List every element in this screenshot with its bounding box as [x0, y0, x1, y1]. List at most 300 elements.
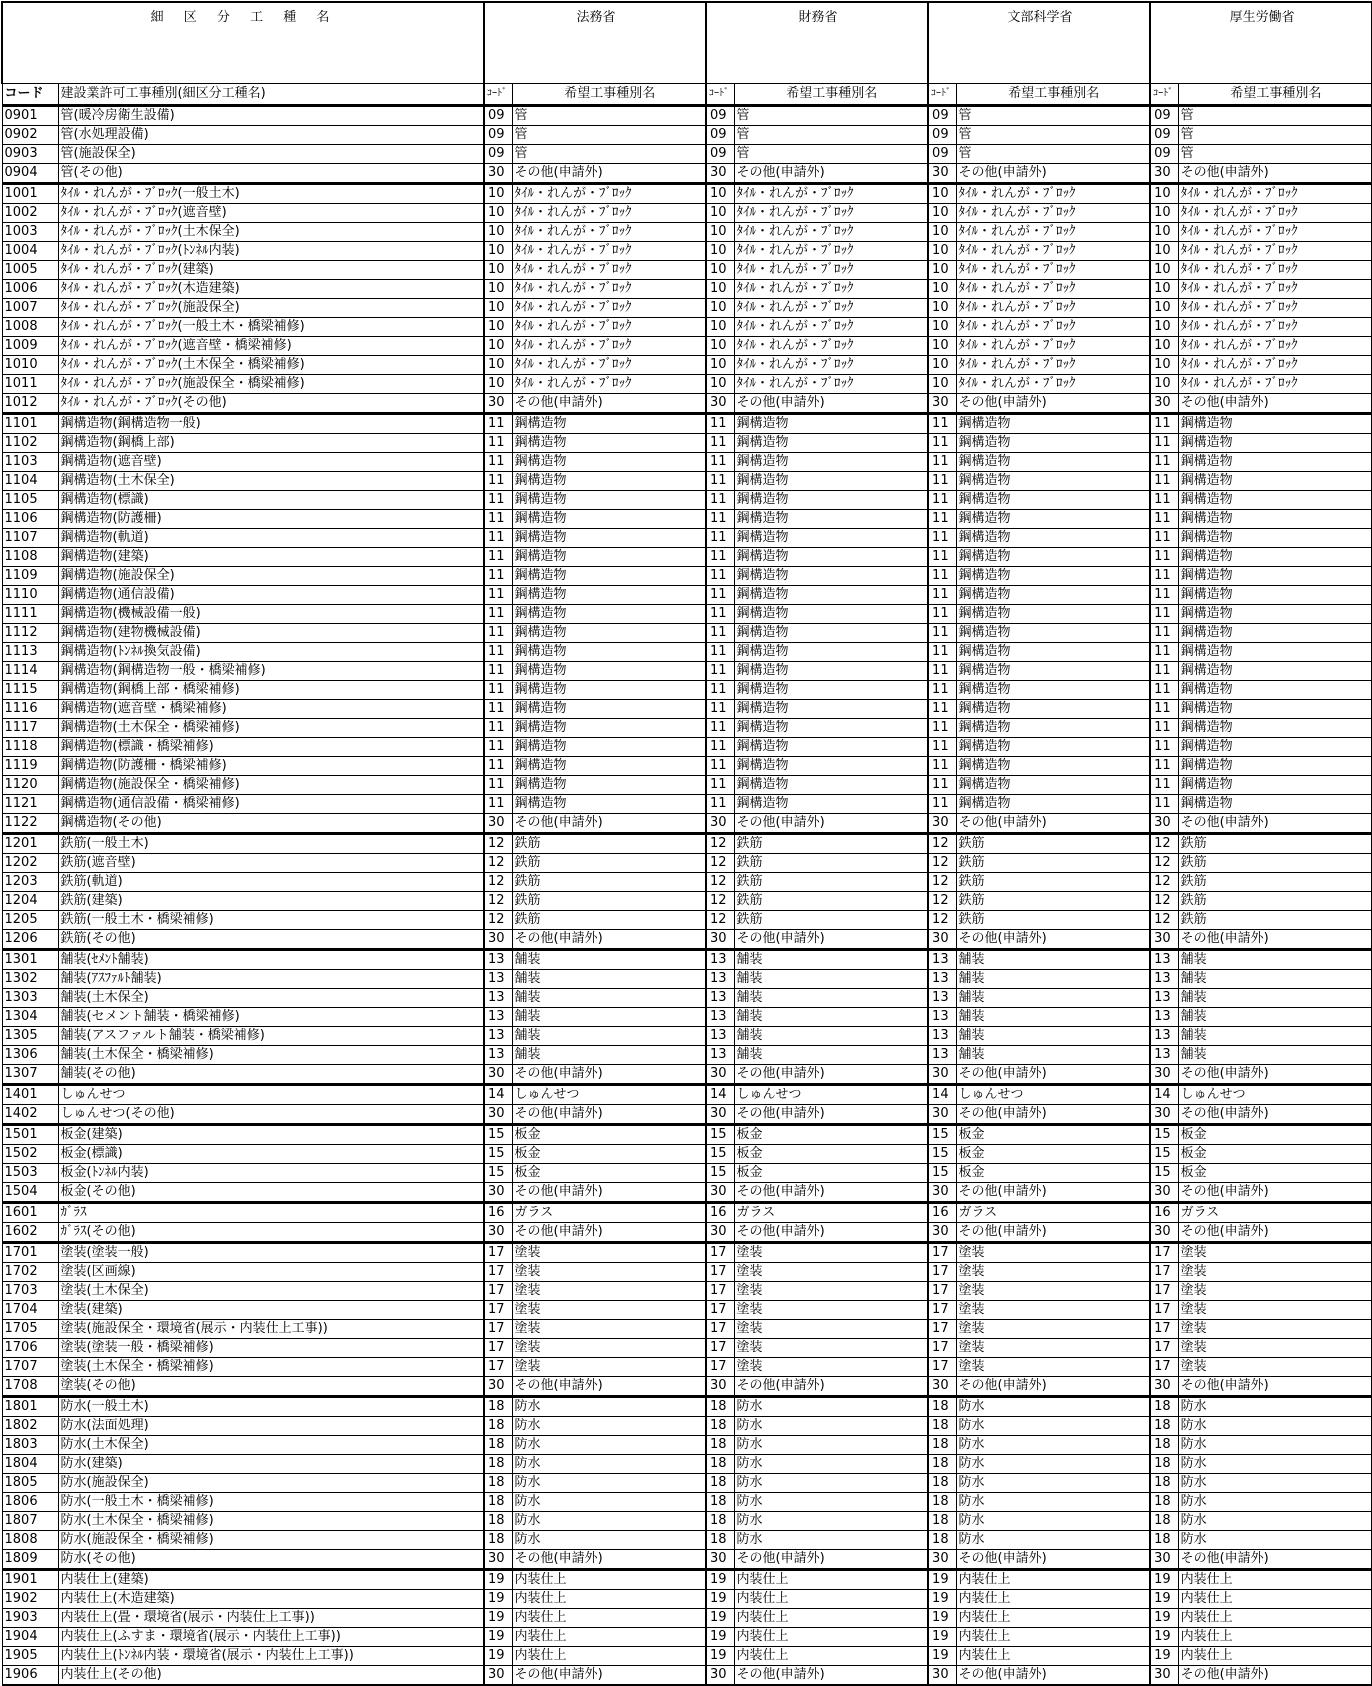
wish-code: 15 — [1150, 1125, 1178, 1145]
row-name: ｶﾞﾗｽ — [58, 1203, 484, 1223]
wish-name: 鋼構造物 — [512, 510, 706, 529]
wish-code: 17 — [928, 1320, 956, 1339]
wish-code: 10 — [484, 375, 512, 394]
wish-name: 防水 — [956, 1493, 1150, 1512]
wish-name: 鉄筋 — [1178, 911, 1372, 930]
wish-code: 17 — [484, 1358, 512, 1377]
row-code: 1503 — [2, 1164, 58, 1183]
wish-code: 11 — [484, 795, 512, 814]
wish-code: 13 — [928, 1027, 956, 1046]
wish-code: 11 — [928, 757, 956, 776]
wish-name: その他(申請外) — [734, 1223, 928, 1243]
row-name: ﾀｲﾙ・れんが・ﾌﾞﾛｯｸ(一般土木・橋梁補修) — [58, 318, 484, 337]
table-row — [2, 1125, 1372, 1145]
wish-code: 15 — [484, 1125, 512, 1145]
table-row — [2, 318, 1372, 337]
wish-code: 09 — [484, 106, 512, 126]
wish-code: 10 — [706, 375, 734, 394]
wish-name: ﾀｲﾙ・れんが・ﾌﾞﾛｯｸ — [512, 280, 706, 299]
row-code: 1502 — [2, 1145, 58, 1164]
wish-name: ﾀｲﾙ・れんが・ﾌﾞﾛｯｸ — [956, 242, 1150, 261]
wish-code: 17 — [706, 1339, 734, 1358]
wish-code: 17 — [1150, 1358, 1178, 1377]
wish-name: 管 — [956, 126, 1150, 145]
wish-name: 防水 — [512, 1531, 706, 1550]
table-row — [2, 814, 1372, 834]
wish-name: 塗装 — [734, 1243, 928, 1263]
wish-name: その他(申請外) — [956, 1223, 1150, 1243]
wish-name: 舗装 — [956, 1027, 1150, 1046]
wish-name: 鋼構造物 — [512, 491, 706, 510]
row-code: 1107 — [2, 529, 58, 548]
wish-code: 30 — [706, 394, 734, 414]
table-row — [2, 1493, 1372, 1512]
row-code: 1803 — [2, 1436, 58, 1455]
wish-code: 18 — [1150, 1512, 1178, 1531]
wish-code: 19 — [706, 1647, 734, 1666]
table-row — [2, 394, 1372, 414]
wish-code: 15 — [706, 1125, 734, 1145]
wish-name: 鋼構造物 — [1178, 738, 1372, 757]
wish-code: 12 — [706, 834, 734, 854]
table-row — [2, 1474, 1372, 1493]
wish-code: 13 — [484, 1008, 512, 1027]
wish-name: ガラス — [512, 1203, 706, 1223]
wish-code: 12 — [928, 873, 956, 892]
row-name: 鋼構造物(標識) — [58, 491, 484, 510]
row-code: 1007 — [2, 299, 58, 318]
wish-name: 鉄筋 — [512, 873, 706, 892]
wish-name: 鉄筋 — [956, 854, 1150, 873]
wish-code: 30 — [484, 394, 512, 414]
wish-name: 防水 — [1178, 1512, 1372, 1531]
ministry-header-health: 厚生労働省 — [1150, 2, 1372, 84]
table-title: 細 区 分 工 種 名 — [2, 2, 484, 84]
wish-name: 塗装 — [512, 1243, 706, 1263]
wish-code: 16 — [484, 1203, 512, 1223]
row-name: 防水(施設保全) — [58, 1474, 484, 1493]
wish-code: 11 — [706, 700, 734, 719]
wish-name: 鋼構造物 — [734, 414, 928, 434]
wish-code: 16 — [928, 1203, 956, 1223]
wish-code: 09 — [1150, 106, 1178, 126]
table-row — [2, 1027, 1372, 1046]
row-code: 1012 — [2, 394, 58, 414]
wish-name: ﾀｲﾙ・れんが・ﾌﾞﾛｯｸ — [1178, 223, 1372, 242]
wish-code: 11 — [928, 529, 956, 548]
wish-name: 防水 — [956, 1474, 1150, 1493]
table-row — [2, 1590, 1372, 1609]
row-code: 1008 — [2, 318, 58, 337]
wish-name: その他(申請外) — [734, 394, 928, 414]
wish-code: 12 — [928, 911, 956, 930]
wish-name: その他(申請外) — [1178, 1377, 1372, 1397]
wish-name: ﾀｲﾙ・れんが・ﾌﾞﾛｯｸ — [734, 261, 928, 280]
wish-code: 18 — [928, 1474, 956, 1493]
table-row — [2, 548, 1372, 567]
wish-name: 鋼構造物 — [1178, 472, 1372, 491]
wish-code: 15 — [706, 1164, 734, 1183]
wish-code: 11 — [484, 738, 512, 757]
wish-name: 舗装 — [734, 989, 928, 1008]
row-code: 1117 — [2, 719, 58, 738]
wish-code: 11 — [1150, 510, 1178, 529]
row-name: 塗装(塗装一般・橋梁補修) — [58, 1339, 484, 1358]
wish-code: 30 — [928, 1065, 956, 1085]
wish-code: 11 — [928, 795, 956, 814]
wish-name: 鋼構造物 — [734, 719, 928, 738]
row-code: 1115 — [2, 681, 58, 700]
wish-code: 11 — [706, 491, 734, 510]
wish-code: 30 — [706, 164, 734, 184]
wish-name: その他(申請外) — [512, 1183, 706, 1203]
row-code: 1306 — [2, 1046, 58, 1065]
wish-code: 18 — [484, 1455, 512, 1474]
row-code: 1116 — [2, 700, 58, 719]
row-code: 1704 — [2, 1301, 58, 1320]
wish-code: 17 — [1150, 1320, 1178, 1339]
wish-name: 塗装 — [734, 1339, 928, 1358]
wish-code: 11 — [484, 414, 512, 434]
row-code: 1804 — [2, 1455, 58, 1474]
wish-code: 11 — [1150, 434, 1178, 453]
wish-code: 19 — [706, 1628, 734, 1647]
wish-name: 鋼構造物 — [956, 414, 1150, 434]
wish-name: 内装仕上 — [734, 1590, 928, 1609]
table-row — [2, 681, 1372, 700]
wish-name: 鋼構造物 — [956, 567, 1150, 586]
wish-name: 鋼構造物 — [512, 472, 706, 491]
wish-name: 塗装 — [956, 1358, 1150, 1377]
row-name: 鉄筋(一般土木・橋梁補修) — [58, 911, 484, 930]
wish-code: 11 — [484, 491, 512, 510]
wish-name: 塗装 — [512, 1263, 706, 1282]
row-name: 塗装(施設保全・環境省(展示・内装仕上工事)) — [58, 1320, 484, 1339]
wish-name: ﾀｲﾙ・れんが・ﾌﾞﾛｯｸ — [512, 337, 706, 356]
wish-code: 18 — [928, 1531, 956, 1550]
wish-code: 30 — [928, 394, 956, 414]
wish-name: 管 — [956, 106, 1150, 126]
wish-code: 12 — [706, 911, 734, 930]
wish-code: 30 — [928, 164, 956, 184]
wish-name: ﾀｲﾙ・れんが・ﾌﾞﾛｯｸ — [734, 375, 928, 394]
wish-name: 内装仕上 — [1178, 1570, 1372, 1590]
wish-code: 10 — [484, 280, 512, 299]
wish-name: ﾀｲﾙ・れんが・ﾌﾞﾛｯｸ — [956, 356, 1150, 375]
row-code: 1119 — [2, 757, 58, 776]
code-column-header: コード — [2, 84, 58, 106]
wish-code: 13 — [484, 1027, 512, 1046]
wish-code: 09 — [928, 145, 956, 164]
wish-code: 11 — [928, 643, 956, 662]
wish-name: ﾀｲﾙ・れんが・ﾌﾞﾛｯｸ — [512, 242, 706, 261]
wish-name: 鋼構造物 — [956, 719, 1150, 738]
table-row — [2, 126, 1372, 145]
wish-code: 15 — [928, 1125, 956, 1145]
table-row — [2, 989, 1372, 1008]
wish-name: 塗装 — [956, 1320, 1150, 1339]
classification-table — [1, 1, 1372, 1686]
wish-name: 塗装 — [734, 1263, 928, 1282]
table-row — [2, 795, 1372, 814]
row-name: 内装仕上(ふすま・環境省(展示・内装仕上工事)) — [58, 1628, 484, 1647]
wish-code: 11 — [1150, 567, 1178, 586]
wish-name: その他(申請外) — [956, 1065, 1150, 1085]
wish-name: ﾀｲﾙ・れんが・ﾌﾞﾛｯｸ — [512, 223, 706, 242]
table-row — [2, 1320, 1372, 1339]
wish-code: 18 — [706, 1397, 734, 1417]
table-row — [2, 1243, 1372, 1263]
wish-code: 12 — [484, 911, 512, 930]
wish-code: 11 — [706, 776, 734, 795]
wish-code: 30 — [706, 1183, 734, 1203]
wish-code: 11 — [1150, 548, 1178, 567]
wish-name: その他(申請外) — [512, 1666, 706, 1686]
wish-name: 鉄筋 — [1178, 873, 1372, 892]
wish-name: 管 — [512, 106, 706, 126]
wish-code: 10 — [928, 337, 956, 356]
wish-code: 11 — [484, 605, 512, 624]
wish-code: 10 — [1150, 184, 1178, 204]
table-row — [2, 1339, 1372, 1358]
ministry-header-justice: 法務省 — [484, 2, 706, 84]
wish-name: 防水 — [512, 1417, 706, 1436]
wish-code: 13 — [928, 950, 956, 970]
wish-code: 18 — [484, 1493, 512, 1512]
wish-name: ﾀｲﾙ・れんが・ﾌﾞﾛｯｸ — [512, 184, 706, 204]
wish-name: 鋼構造物 — [512, 414, 706, 434]
table-row — [2, 738, 1372, 757]
wish-code: 12 — [928, 834, 956, 854]
row-code: 1904 — [2, 1628, 58, 1647]
wish-name: ガラス — [956, 1203, 1150, 1223]
table-row — [2, 873, 1372, 892]
row-code: 1113 — [2, 643, 58, 662]
wish-name: 管 — [1178, 145, 1372, 164]
wish-name: 鋼構造物 — [512, 434, 706, 453]
table-row — [2, 1046, 1372, 1065]
wish-code: 19 — [928, 1647, 956, 1666]
wish-name: 防水 — [956, 1531, 1150, 1550]
row-name: 鋼構造物(鋼構造物一般) — [58, 414, 484, 434]
table-row — [2, 184, 1372, 204]
wish-code: 17 — [1150, 1301, 1178, 1320]
wish-name: 鋼構造物 — [956, 700, 1150, 719]
wish-code: 30 — [484, 814, 512, 834]
ministry-header-finance: 財務省 — [706, 2, 928, 84]
wish-code: 12 — [1150, 911, 1178, 930]
wish-name: 鋼構造物 — [734, 643, 928, 662]
wish-name: 塗装 — [956, 1243, 1150, 1263]
wish-code: 10 — [928, 184, 956, 204]
wish-name: 内装仕上 — [512, 1570, 706, 1590]
wish-code: 10 — [706, 223, 734, 242]
wish-code: 30 — [928, 814, 956, 834]
wish-name: その他(申請外) — [1178, 814, 1372, 834]
wish-name: 鋼構造物 — [734, 529, 928, 548]
wish-name: 板金 — [1178, 1164, 1372, 1183]
wish-name: 鋼構造物 — [956, 643, 1150, 662]
wish-code: 11 — [706, 472, 734, 491]
wish-name: 防水 — [512, 1512, 706, 1531]
wish-code: 10 — [706, 184, 734, 204]
wish-name: 鋼構造物 — [1178, 605, 1372, 624]
table-row — [2, 1145, 1372, 1164]
wish-name: 防水 — [956, 1436, 1150, 1455]
wish-code: 10 — [484, 318, 512, 337]
wish-name: 鋼構造物 — [1178, 776, 1372, 795]
wish-code: 11 — [706, 453, 734, 472]
wish-name: 鉄筋 — [512, 854, 706, 873]
wish-code: 30 — [1150, 814, 1178, 834]
wish-name: 防水 — [734, 1417, 928, 1436]
row-name: 鋼構造物(ﾄﾝﾈﾙ換気設備) — [58, 643, 484, 662]
table-row — [2, 299, 1372, 318]
wish-code: 13 — [706, 1027, 734, 1046]
row-name: しゅんせつ — [58, 1085, 484, 1105]
table-row — [2, 1263, 1372, 1282]
wish-code: 16 — [706, 1203, 734, 1223]
row-name: 鉄筋(一般土木) — [58, 834, 484, 854]
wish-name: 内装仕上 — [956, 1590, 1150, 1609]
wish-name: 板金 — [1178, 1125, 1372, 1145]
row-name: 管(水処理設備) — [58, 126, 484, 145]
wish-name: その他(申請外) — [734, 1183, 928, 1203]
wish-code: 12 — [706, 854, 734, 873]
row-code: 1204 — [2, 892, 58, 911]
wish-name: 塗装 — [1178, 1320, 1372, 1339]
row-name: 鋼構造物(施設保全・橋梁補修) — [58, 776, 484, 795]
wish-name: 防水 — [1178, 1417, 1372, 1436]
wish-name: その他(申請外) — [956, 1550, 1150, 1570]
row-name: 鋼構造物(防護柵・橋梁補修) — [58, 757, 484, 776]
wish-name: しゅんせつ — [734, 1085, 928, 1105]
table-row — [2, 1531, 1372, 1550]
wish-code: 18 — [706, 1512, 734, 1531]
wish-code: 14 — [706, 1085, 734, 1105]
wish-code: 11 — [1150, 681, 1178, 700]
wish-name: その他(申請外) — [1178, 1223, 1372, 1243]
wish-code: 30 — [706, 1550, 734, 1570]
row-code: 1501 — [2, 1125, 58, 1145]
name-column-header: 建設業許可工事種別(細区分工種名) — [58, 84, 484, 106]
wish-name: 舗装 — [1178, 1046, 1372, 1065]
row-name: ﾀｲﾙ・れんが・ﾌﾞﾛｯｸ(土木保全) — [58, 223, 484, 242]
table-row — [2, 356, 1372, 375]
wish-name: 防水 — [1178, 1493, 1372, 1512]
wish-code: 13 — [484, 950, 512, 970]
wish-code: 30 — [484, 1550, 512, 1570]
table-row — [2, 1377, 1372, 1397]
wish-name: 管 — [734, 126, 928, 145]
wish-code: 30 — [1150, 1105, 1178, 1125]
row-name: 鋼構造物(機械設備一般) — [58, 605, 484, 624]
wish-code: 11 — [484, 662, 512, 681]
wish-code: 10 — [706, 299, 734, 318]
wish-code: 11 — [706, 738, 734, 757]
wish-name: 鋼構造物 — [1178, 529, 1372, 548]
wish-name: 鉄筋 — [956, 834, 1150, 854]
wish-code: 18 — [706, 1474, 734, 1493]
row-name: 鉄筋(軌道) — [58, 873, 484, 892]
wish-code: 10 — [1150, 356, 1178, 375]
wish-code: 30 — [484, 164, 512, 184]
row-name: 鋼構造物(鋼橋上部) — [58, 434, 484, 453]
wish-code: 19 — [706, 1590, 734, 1609]
table-row — [2, 757, 1372, 776]
wish-code: 13 — [1150, 970, 1178, 989]
row-name: 板金(建築) — [58, 1125, 484, 1145]
wish-code: 13 — [1150, 950, 1178, 970]
wish-code: 11 — [484, 624, 512, 643]
wish-name: 防水 — [1178, 1455, 1372, 1474]
wish-code: 11 — [484, 548, 512, 567]
wish-code: 11 — [706, 548, 734, 567]
wish-code: 10 — [706, 204, 734, 223]
wish-code: 19 — [1150, 1647, 1178, 1666]
wish-name: ﾀｲﾙ・れんが・ﾌﾞﾛｯｸ — [734, 318, 928, 337]
wish-name: 防水 — [734, 1436, 928, 1455]
row-code: 1701 — [2, 1243, 58, 1263]
row-code: 1102 — [2, 434, 58, 453]
wish-name: 鋼構造物 — [1178, 681, 1372, 700]
row-code: 1114 — [2, 662, 58, 681]
wish-code: 30 — [928, 930, 956, 950]
table-row — [2, 164, 1372, 184]
wish-name: しゅんせつ — [512, 1085, 706, 1105]
table-row — [2, 510, 1372, 529]
wish-name: 鋼構造物 — [512, 567, 706, 586]
wish-code: 11 — [1150, 624, 1178, 643]
wish-code: 11 — [1150, 529, 1178, 548]
wish-code: 12 — [1150, 873, 1178, 892]
wish-code: 11 — [928, 472, 956, 491]
wish-name: 塗装 — [734, 1301, 928, 1320]
wish-code: 11 — [928, 738, 956, 757]
row-code: 1202 — [2, 854, 58, 873]
wish-code: 30 — [706, 1377, 734, 1397]
wish-code: 30 — [1150, 1666, 1178, 1686]
table-row — [2, 1628, 1372, 1647]
wish-code: 11 — [1150, 662, 1178, 681]
wish-name: 鋼構造物 — [956, 586, 1150, 605]
wish-code: 09 — [1150, 145, 1178, 164]
wish-code: 10 — [1150, 223, 1178, 242]
table-row — [2, 1008, 1372, 1027]
wish-code: 11 — [928, 510, 956, 529]
wish-name: ﾀｲﾙ・れんが・ﾌﾞﾛｯｸ — [956, 299, 1150, 318]
row-name: 鋼構造物(鋼橋上部・橋梁補修) — [58, 681, 484, 700]
wish-name: 防水 — [956, 1417, 1150, 1436]
wish-code: 15 — [928, 1145, 956, 1164]
wish-name: 鋼構造物 — [1178, 434, 1372, 453]
wish-name: 鋼構造物 — [1178, 624, 1372, 643]
wish-code: 18 — [484, 1417, 512, 1436]
row-code: 1705 — [2, 1320, 58, 1339]
table-row — [2, 950, 1372, 970]
wish-code: 30 — [706, 1223, 734, 1243]
wish-name: 塗装 — [956, 1282, 1150, 1301]
row-name: ﾀｲﾙ・れんが・ﾌﾞﾛｯｸ(施設保全・橋梁補修) — [58, 375, 484, 394]
wish-code: 19 — [928, 1570, 956, 1590]
wish-code: 13 — [484, 1046, 512, 1065]
wish-name: ﾀｲﾙ・れんが・ﾌﾞﾛｯｸ — [734, 204, 928, 223]
wish-name: 鋼構造物 — [734, 776, 928, 795]
wish-code: 30 — [1150, 1223, 1178, 1243]
table-body — [2, 106, 1372, 1686]
wish-name: 塗装 — [1178, 1263, 1372, 1282]
row-name: ﾀｲﾙ・れんが・ﾌﾞﾛｯｸ(木造建築) — [58, 280, 484, 299]
